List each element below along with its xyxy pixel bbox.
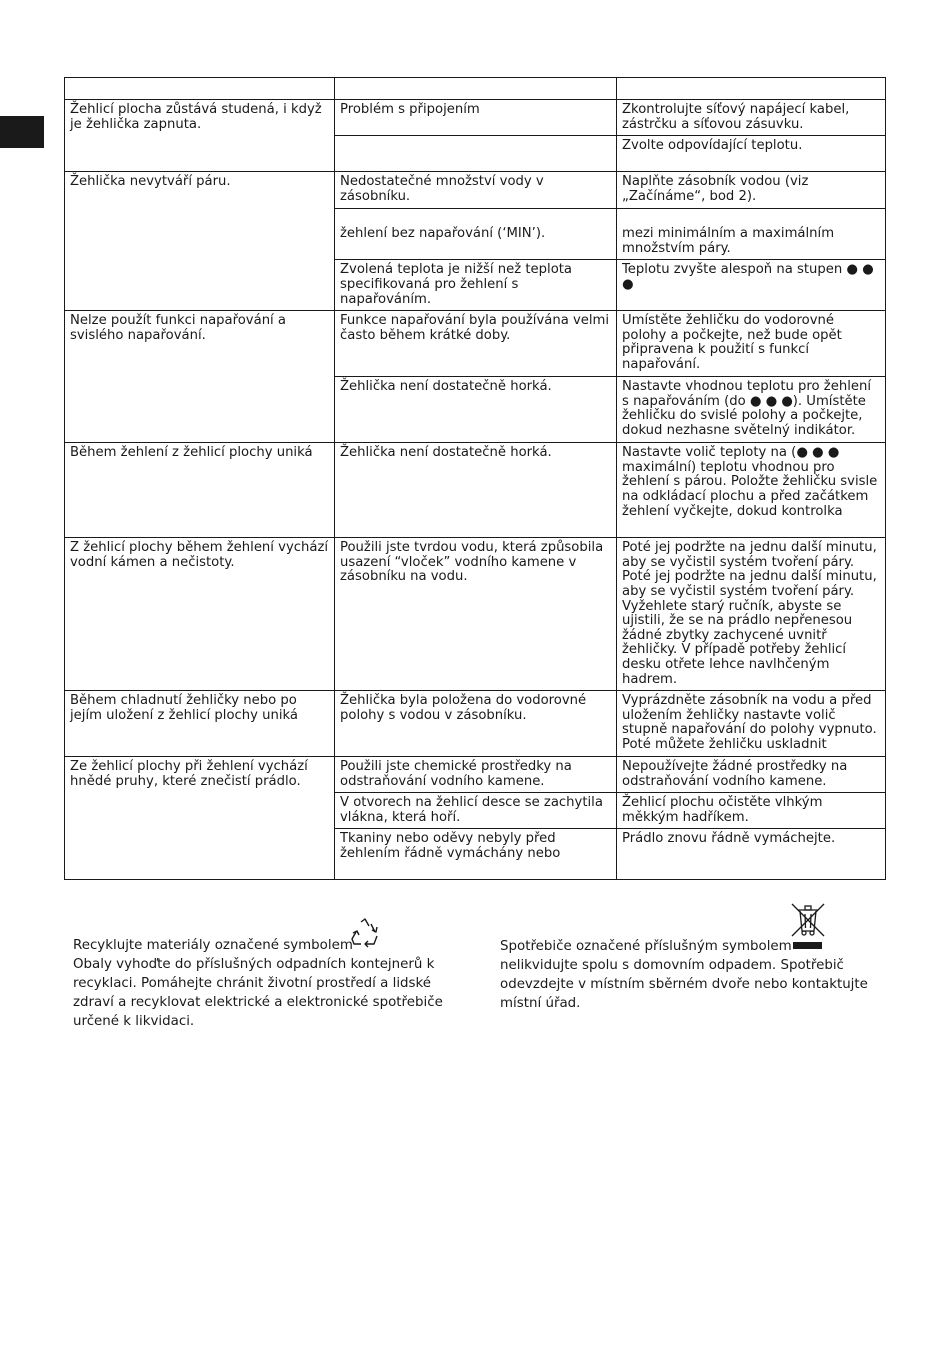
table-row — [65, 691, 886, 757]
table-row — [65, 538, 886, 691]
table-header-row — [65, 78, 886, 100]
solution-cell: Nastavte vhodnou teplotu pro žehlení s napařováním (do ● ● ●). Umístěte žehličku do svislé polohy a počkejte, dokud nezhasne světelný indikátor. — [617, 377, 886, 443]
section-tab-marker — [0, 116, 44, 148]
header-cell — [617, 78, 886, 100]
table-row — [65, 311, 886, 377]
solution-cell: Teplotu zvyšte alespoň na stupen ● ● ● — [617, 260, 886, 311]
solution-cell: Zvolte odpovídající teplotu. — [617, 136, 886, 172]
cause-cell — [335, 136, 617, 172]
cause-cell: Použili jste tvrdou vodu, která způsobila usazení “vloček” vodního kamene v zásobníku na vodu. — [335, 538, 617, 691]
solution-cell: Nastavte volič teploty na (● ● ● maximální) teplotu vhodnou pro žehlení s párou. Položte žehličku svisle na odkládací plochu a před začátkem žehlení vyčkejte, dokud kontrolka — [617, 443, 886, 538]
cause-cell: Žehlička není dostatečně horká. — [335, 443, 617, 538]
problem-cell: Žehlicí plocha zůstává studená, i když je žehlička zapnuta. — [65, 100, 335, 172]
recycle-icon — [350, 918, 380, 950]
solution-cell: Vyprázdněte zásobník na vodu a před uložením žehličky nastavte volič stupně napařování do polohy vypnuto. Poté můžete žehličku uskladnit — [617, 691, 886, 757]
recycling-note — [73, 936, 453, 1031]
solution-cell: Žehlicí plochu očistěte vlhkým měkkým hadříkem. — [617, 793, 886, 829]
cause-cell: žehlení bez napařování (‘MIN’). — [335, 209, 617, 260]
problem-cell: Ze žehlicí plochy při žehlení vychází hnědé pruhy, které znečistí prádlo. — [65, 757, 335, 880]
solution-cell: Nepoužívejte žádné prostředky na odstraňování vodního kamene. — [617, 757, 886, 793]
solution-cell: Umístěte žehličku do vodorovné polohy a počkejte, než bude opět připravena k použití s funkcí napařování. — [617, 311, 886, 377]
solution-cell: Prádlo znovu řádně vymáchejte. — [617, 829, 886, 880]
table-row — [65, 100, 886, 136]
cause-cell: Problém s připojením — [335, 100, 617, 136]
disposal-note — [500, 937, 880, 1013]
recycling-note-text: Obaly vyhoďte do příslušných odpadních kontejnerů k recyklaci. Pomáhejte chránit životní prostředí a lidské zdraví a recyklovat elektrické a elektronické spotřebiče určené k likvidaci. — [73, 957, 443, 1029]
cause-cell: Použili jste chemické prostředky na odstraňování vodního kamene. — [335, 757, 617, 793]
problem-cell: Během chladnutí žehličky nebo po jejím uložení z žehlicí plochy uniká — [65, 691, 335, 757]
troubleshooting-table — [64, 77, 886, 880]
cause-cell: V otvorech na žehlicí desce se zachytila vlákna, která hoří. — [335, 793, 617, 829]
cause-cell: Funkce napařování byla používána velmi často během krátké doby. — [335, 311, 617, 377]
disposal-note-text: nelikvidujte spolu s domovním odpadem. Spotřebič odevzdejte v místním sběrném dvoře nebo kontaktujte místní úřad. — [500, 958, 868, 1011]
table-row — [65, 172, 886, 209]
cause-cell: Tkaniny nebo oděvy nebyly před žehlením řádně vymáchány nebo — [335, 829, 617, 880]
table-row — [65, 757, 886, 793]
header-cell — [335, 78, 617, 100]
crossed-bin-icon — [789, 901, 827, 939]
disposal-bar-mark — [793, 942, 822, 949]
problem-cell: Z žehlicí plochy během žehlení vychází vodní kámen a nečistoty. — [65, 538, 335, 691]
table-row — [65, 443, 886, 538]
solution-cell: mezi minimálním a maximálním množstvím páry. — [617, 209, 886, 260]
recycling-note-line1: Recyklujte materiály označené symbolem — [73, 938, 353, 953]
problem-cell: Nelze použít funkci napařování a svislého napařování. — [65, 311, 335, 443]
solution-cell: Zkontrolujte síťový napájecí kabel, zástrčku a síťovou zásuvku. — [617, 100, 886, 136]
cause-cell: Žehlička byla položena do vodorovné polohy s vodou v zásobníku. — [335, 691, 617, 757]
cause-cell: Nedostatečné množství vody v zásobníku. — [335, 172, 617, 209]
solution-cell: Naplňte zásobník vodou (viz „Začínáme“, bod 2). — [617, 172, 886, 209]
disposal-note-line1: Spotřebiče označené příslušným symbolem — [500, 939, 792, 954]
solution-cell: Poté jej podržte na jednu další minutu, aby se vyčistil systém tvoření páry. Poté jej podržte na jednu další minutu, aby se vyčistil systém tvoření páry. Vyžehlete starý ručník, abyste se ujistili, že se na prádlo nepřenesou žádné zbytky zachycené uvnitř žehličky. V případě potřeby žehlicí desku otřete lehce navlhčeným hadrem. — [617, 538, 886, 691]
problem-cell: Během žehlení z žehlicí plochy uniká — [65, 443, 335, 538]
problem-cell: Žehlička nevytváří páru. — [65, 172, 335, 311]
cause-cell: Žehlička není dostatečně horká. — [335, 377, 617, 443]
cause-cell: Zvolená teplota je nižší než teplota specifikovaná pro žehlení s napařováním. — [335, 260, 617, 311]
header-cell — [65, 78, 335, 100]
